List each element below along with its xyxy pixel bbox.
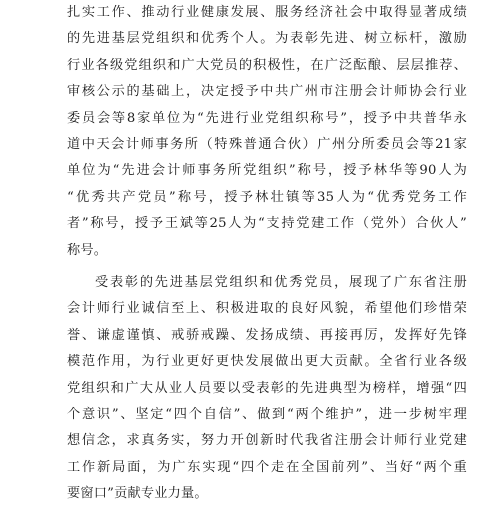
text-line: 模范作用，为行业更好更快发展做出更大贡献。全省行业各级	[67, 354, 467, 370]
text-line: 誉、谦虚谨慎、戒骄戒躁、发扬成绩、再接再厉，发挥好先锋	[67, 327, 467, 343]
text-line: 的先进基层党组织和优秀个人。为表彰先进、树立标杆，激励	[67, 31, 467, 47]
text-line: 受表彰的先进基层党组织和优秀党员，展现了广东省注册	[95, 275, 467, 290]
text-line: 单位为“先进会计师事务所党组织”称号，授予林华等90人为	[67, 163, 467, 179]
text-line: 道中天会计师事务所（特殊普通合伙）广州分所委员会等21家	[67, 137, 467, 152]
text-line: 个意识”、坚定“四个自信”、做到“两个维护”，进一步树牢理	[67, 407, 467, 422]
text-line: 想信念，求真务实，努力开创新时代我省注册会计师行业党建	[67, 433, 467, 449]
text-line: 扎实工作、推动行业健康发展、服务经济社会中取得显著成绩	[67, 5, 467, 20]
text-line: 者”称号，授予王斌等25人为“支持党建工作（党外）合伙人”	[67, 216, 467, 232]
text-line: 会计师行业诚信至上、积极进取的良好风貌，希望他们珍惜荣	[67, 301, 467, 317]
text-line: 要窗口”贡献专业力量。	[67, 486, 208, 502]
text-line: 称号。	[67, 242, 108, 258]
text-line: 审核公示的基础上，决定授予中共广州市注册会计师协会行业	[67, 84, 467, 100]
text-line: 委员会等8家单位为“先进行业党组织称号”，授予中共普华永	[67, 110, 467, 126]
text-line: 工作新局面，为广东实现“四个走在全国前列”、当好“两个重	[67, 459, 467, 475]
text-line: 党组织和广大从业人员要以受表彰的先进典型为榜样，增强“四	[67, 380, 467, 396]
text-line: 行业各级党组织和广大党员的积极性，在广泛酝酿、层层推荐、	[67, 57, 467, 73]
text-line: “优秀共产党员”称号，授予林壮镇等35人为“优秀党务工作	[67, 189, 467, 205]
